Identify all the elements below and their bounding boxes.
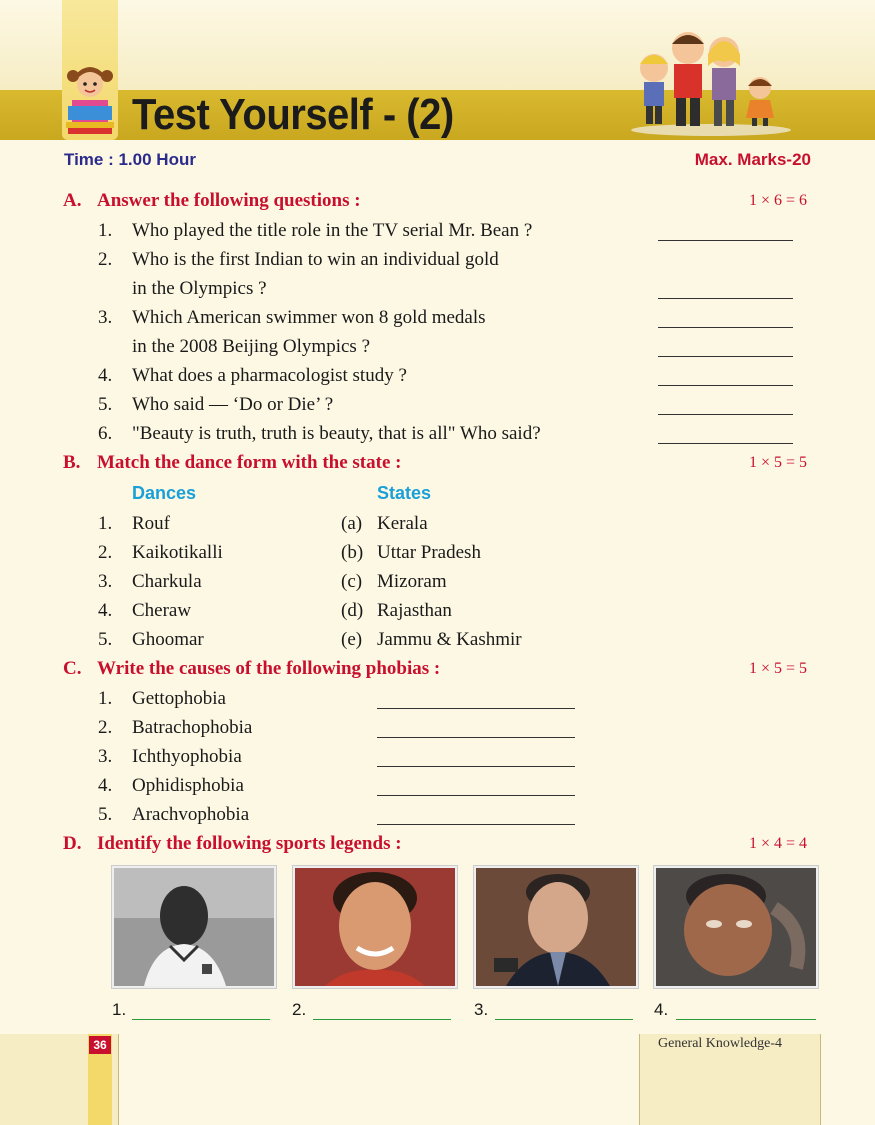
answer-number: 4. xyxy=(654,1000,669,1019)
footer-right-strip xyxy=(820,1034,875,1125)
state-name: Kerala xyxy=(377,513,428,534)
answer-line[interactable] xyxy=(313,1019,451,1020)
question-text: Who is the first Indian to win an individual gold xyxy=(132,249,499,270)
answer-line[interactable] xyxy=(132,1019,270,1020)
dance-number: 2. xyxy=(98,542,113,563)
answer-blank[interactable] xyxy=(377,795,575,796)
state-key: (d) xyxy=(341,600,364,621)
answer-line[interactable] xyxy=(676,1019,816,1020)
family-illustration xyxy=(626,18,796,138)
section-a-heading: Answer the following questions : xyxy=(97,190,361,211)
question-text: Who played the title role in the TV serial Mr. Bean ? xyxy=(132,220,533,241)
question-text-continued: in the Olympics ? xyxy=(132,278,267,299)
sports-legend-photo-1 xyxy=(112,866,276,988)
time-label: Time : 1.00 Hour xyxy=(64,150,196,169)
book-title: General Knowledge-4 xyxy=(658,1036,783,1051)
section-b-heading: Match the dance form with the state : xyxy=(97,452,402,473)
state-name: Rajasthan xyxy=(377,600,452,621)
dances-column-heading: Dances xyxy=(132,483,197,503)
phobia-number: 5. xyxy=(98,804,113,825)
sports-legend-photo-3 xyxy=(474,866,638,988)
answer-blank[interactable] xyxy=(658,385,793,386)
dance-name: Charkula xyxy=(132,571,202,592)
state-key: (e) xyxy=(341,629,363,650)
dance-number: 3. xyxy=(98,571,113,592)
answer-number: 3. xyxy=(474,1000,489,1019)
state-key: (c) xyxy=(341,571,363,592)
phobia-number: 2. xyxy=(98,717,113,738)
answer-blank[interactable] xyxy=(658,356,793,357)
dance-number: 1. xyxy=(98,513,113,534)
answer-line[interactable] xyxy=(495,1019,633,1020)
dance-name: Kaikotikalli xyxy=(132,542,223,563)
section-c-letter: C. xyxy=(63,658,82,679)
question-number: 6. xyxy=(98,423,113,444)
states-column-heading: States xyxy=(377,483,432,503)
answer-number: 1. xyxy=(112,1000,127,1019)
state-key: (a) xyxy=(341,513,363,534)
dance-name: Rouf xyxy=(132,513,170,534)
phobia-name: Gettophobia xyxy=(132,688,226,709)
question-text: What does a pharmacologist study ? xyxy=(132,365,407,386)
section-d-marks: 1 × 4 = 4 xyxy=(748,835,807,852)
phobia-number: 4. xyxy=(98,775,113,796)
answer-blank[interactable] xyxy=(377,766,575,767)
phobia-name: Arachvophobia xyxy=(132,804,250,825)
answer-blank[interactable] xyxy=(658,327,793,328)
phobia-name: Ophidisphobia xyxy=(132,775,244,796)
footer-box xyxy=(118,1034,640,1125)
dance-number: 5. xyxy=(98,629,113,650)
answer-blank[interactable] xyxy=(658,298,793,299)
sports-legend-photo-2 xyxy=(293,866,457,988)
answer-blank[interactable] xyxy=(658,240,793,241)
reading-girl-illustration xyxy=(64,62,116,138)
answer-blank[interactable] xyxy=(658,414,793,415)
section-a-marks: 1 × 6 = 6 xyxy=(748,192,807,209)
state-name: Jammu & Kashmir xyxy=(377,629,522,650)
sports-legend-photo-4 xyxy=(654,866,818,988)
answer-blank[interactable] xyxy=(377,737,575,738)
question-text: Which American swimmer won 8 gold medals xyxy=(132,307,486,328)
question-number: 5. xyxy=(98,394,113,415)
question-number: 4. xyxy=(98,365,113,386)
phobia-name: Batrachophobia xyxy=(132,717,253,738)
state-key: (b) xyxy=(341,542,364,563)
question-number: 1. xyxy=(98,220,113,241)
answer-blank[interactable] xyxy=(377,708,575,709)
dance-name: Ghoomar xyxy=(132,629,204,650)
section-d-heading: Identify the following sports legends : xyxy=(97,833,402,854)
section-c-marks: 1 × 5 = 5 xyxy=(748,660,807,677)
section-b-letter: B. xyxy=(63,452,81,473)
question-number: 2. xyxy=(98,249,113,270)
question-text: "Beauty is truth, truth is beauty, that is all" Who said? xyxy=(132,423,541,444)
max-marks-label: Max. Marks-20 xyxy=(694,150,811,169)
page-number: 36 xyxy=(89,1036,111,1054)
answer-number: 2. xyxy=(292,1000,307,1019)
page-title: Test Yourself - (2) xyxy=(132,91,454,139)
section-a-letter: A. xyxy=(63,190,82,211)
question-number: 3. xyxy=(98,307,113,328)
question-text-continued: in the 2008 Beijing Olympics ? xyxy=(132,336,371,357)
dance-number: 4. xyxy=(98,600,113,621)
dance-name: Cheraw xyxy=(132,600,192,621)
state-name: Uttar Pradesh xyxy=(377,542,481,563)
answer-blank[interactable] xyxy=(658,443,793,444)
phobia-name: Ichthyophobia xyxy=(132,746,242,767)
section-b-marks: 1 × 5 = 5 xyxy=(748,454,807,471)
phobia-number: 3. xyxy=(98,746,113,767)
section-c-heading: Write the causes of the following phobias : xyxy=(97,658,441,679)
answer-blank[interactable] xyxy=(377,824,575,825)
state-name: Mizoram xyxy=(377,571,447,592)
section-d-letter: D. xyxy=(63,833,82,854)
question-text: Who said — ‘Do or Die’ ? xyxy=(132,394,334,415)
phobia-number: 1. xyxy=(98,688,113,709)
